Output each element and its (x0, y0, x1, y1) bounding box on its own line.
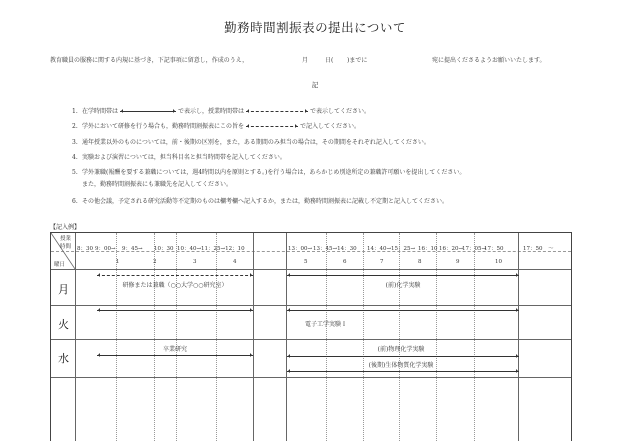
class-label: (前)化学実験 (385, 282, 421, 289)
grid-line (51, 377, 571, 378)
class-label: 電子工学実験Ｉ (304, 321, 348, 328)
time-label: 13：00→ (288, 246, 313, 252)
time-label: 9：45→ (122, 246, 143, 252)
period-number: 7 (380, 259, 384, 265)
period-number: 5 (304, 259, 308, 265)
example-label: 【記入例】 (50, 224, 81, 231)
day-label-tuesday: 火 (58, 318, 69, 331)
time-label: 10：30 (154, 246, 174, 252)
grid-line (51, 339, 571, 340)
dashed-arrow-icon (246, 111, 308, 112)
span-arrow (97, 310, 253, 311)
span-arrow (287, 310, 519, 311)
dashed-arrow-icon (246, 126, 298, 127)
time-label: 10：40→ (177, 246, 202, 252)
day-label-wednesday: 水 (58, 352, 69, 365)
page-title: 勤務時間割振表の提出について (224, 20, 406, 35)
time-label: 11：25→12：10 (201, 246, 245, 252)
solid-arrow-icon (120, 111, 176, 112)
time-label: 15：25→ (391, 246, 416, 252)
item-5-cont: また，勤務時間割振表にも兼職先を記入してください。 (82, 181, 233, 188)
intro-text: 教育職員の服務に関する内規に基づき，下記事項に留意し，作成のうえ， (50, 57, 249, 64)
timetable (50, 232, 572, 441)
class-label: (前)物理化学実験 (377, 346, 425, 353)
grid-line (75, 233, 76, 441)
period-number: 3 (193, 259, 197, 265)
class-label: (後期)生体物質化学実験 (368, 362, 434, 369)
grid-line (326, 233, 327, 441)
grid-line (399, 233, 400, 441)
period-number: 6 (343, 259, 347, 265)
corner-label-mid: 時間 (60, 244, 72, 250)
corner-label-top: 授業 (60, 236, 72, 242)
time-label: 16：20→ (439, 246, 464, 252)
period-number: 4 (233, 259, 237, 265)
grid-line (286, 233, 287, 441)
span-arrow (287, 371, 519, 372)
grid-line (474, 233, 475, 441)
span-arrow (287, 275, 519, 276)
time-label: 14：40→ (367, 246, 392, 252)
class-label: 卒業研究 (162, 346, 188, 353)
span-arrow (97, 355, 253, 356)
time-label: 16：10 (418, 246, 438, 252)
item-6: 6. その他会議，予定される研究活動等不定期のものは欄考欄へ記入するか，または，勤務時間割振表に記載し不定期と記入してください。 (72, 198, 449, 205)
time-label: 17：50 ～ (523, 246, 554, 252)
time-label: 9：00→ (95, 246, 116, 252)
span-arrow (287, 356, 519, 357)
corner-label-bottom: 曜日 (54, 262, 66, 268)
time-label: 8：30 (77, 246, 93, 252)
grid-line (436, 233, 437, 441)
day-label-monday: 月 (58, 283, 69, 296)
period-number: 10 (495, 259, 502, 265)
grid-line (363, 233, 364, 441)
period-number: 8 (418, 259, 422, 265)
time-label: 17：50 (484, 246, 504, 252)
item-3: 3. 通年授業以外のものについては，前・後期の区別を，また，ある期間のみ担当の場合は，その期間をそれぞれ記入してください。 (72, 139, 430, 146)
grid-line (176, 233, 177, 441)
item-4: 4. 実験および演習については，担当科目名と担当時間帯を記入してください。 (72, 154, 286, 161)
intro-deadline: )までに (347, 57, 368, 64)
class-label: 研修または兼職（○○大学○○研究室） (122, 282, 228, 289)
time-label: 13：45→14：30 (313, 246, 357, 252)
intro-tail: 宛に提出くださるようお願いいたします。 (432, 57, 546, 64)
time-label: 17：05→ (462, 246, 487, 252)
item-2: 2. 学外において研修を行う場合も，勤務時間割振表にこの旨を で記入してください。 (72, 123, 361, 130)
span-arrow (97, 275, 253, 276)
ki-heading: 記 (311, 81, 319, 89)
period-number: 1 (116, 259, 120, 265)
intro-day: 日( (325, 57, 334, 64)
grid-line (51, 269, 571, 270)
grid-line (253, 233, 254, 441)
grid-line (216, 233, 217, 441)
grid-line (518, 233, 519, 441)
item-1: 1. 在学時間帯は で表示し，授業時間帯は で表示してください。 (72, 108, 371, 115)
period-number: 2 (153, 259, 157, 265)
item-5: 5. 学外兼職(報酬を要する兼職については，週4時間以内を原則とする。)を行う場合は，あらかじめ別途所定の兼職許可願いを提出してください。 (72, 169, 466, 176)
period-number: 9 (456, 259, 460, 265)
grid-line (51, 305, 571, 306)
intro-month: 月 (302, 57, 309, 64)
